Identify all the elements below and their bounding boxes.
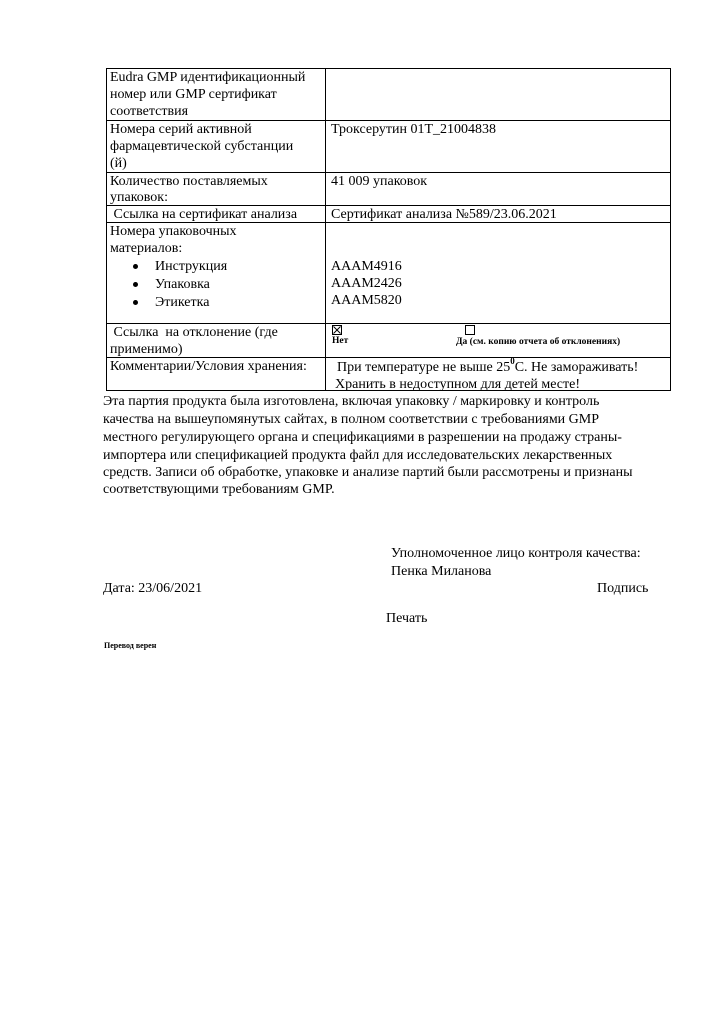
- deviation-yes-checkbox[interactable]: [465, 325, 475, 335]
- certificate-of-analysis-value: Сертификат анализа №589/23.06.2021: [331, 207, 557, 222]
- table-column-divider: [325, 68, 326, 391]
- row1-label-line3: соответствия: [110, 104, 189, 119]
- row2-label-line1: Номера серий активной: [110, 122, 252, 137]
- stamp-label: Печать: [386, 611, 428, 626]
- table-border-left: [106, 68, 107, 391]
- statement-line: импортера или спецификацией продукта файл для исследовательских лекарственных: [103, 448, 613, 463]
- row5-label-line1: Номера упаковочных: [110, 224, 237, 239]
- active-substance-batch-value: Троксерутин 01Т_21004838: [331, 122, 497, 137]
- storage-conditions-line1: [337, 356, 639, 376]
- storage-temp-text-after: С. Не замораживать!: [514, 360, 639, 375]
- storage-temp-text: При температуре не выше 25: [337, 360, 511, 375]
- table-border-right: [670, 68, 671, 391]
- row1-label-line2: номер или GMP сертификат: [110, 87, 277, 102]
- storage-conditions-line2: Хранить в недоступном для детей месте!: [335, 377, 580, 392]
- statement-line: Эта партия продукта была изготовлена, включая упаковку / маркировку и контроль: [103, 394, 600, 409]
- packaging-item-code: AAAM4916: [331, 259, 402, 274]
- packaging-item-label: Этикетка: [155, 295, 210, 310]
- deviation-no-checkbox[interactable]: [332, 325, 342, 335]
- deviation-label-line1: Ссылка на отклонение (где: [110, 325, 278, 340]
- row2-label-line2: фармацевтической субстанции: [110, 139, 294, 154]
- packaging-item-code: AAAM2426: [331, 276, 402, 291]
- qualified-person-role: Уполномоченное лицо контроля качества:: [391, 546, 641, 561]
- statement-line: качества на вышеупомянутых сайтах, в полном соответствии с требованиями GMP: [103, 412, 600, 427]
- row3-label-line1: Количество поставляемых: [110, 174, 268, 189]
- deviation-no-label: Нет: [332, 336, 349, 346]
- statement-line: средств. Записи об обработке, упаковке и анализе партий были рассмотрены и признаны: [103, 465, 633, 480]
- deviation-label-line2: применимо): [110, 342, 183, 357]
- row4-label: Ссылка на сертификат анализа: [110, 207, 298, 222]
- statement-line: соответствующими требованиям GMP.: [103, 482, 335, 497]
- qualified-person-name: Пенка Миланова: [391, 564, 492, 579]
- packaging-item-label: Упаковка: [155, 277, 210, 292]
- comments-label: Комментарии/Условия хранения:: [110, 359, 307, 374]
- signature-label: Подпись: [597, 581, 649, 596]
- bullet-icon: [133, 300, 138, 305]
- bullet-icon: [133, 282, 138, 287]
- deviation-yes-label: Да (см. копию отчета об отклонениях): [456, 337, 621, 347]
- document-date: Дата: 23/06/2021: [103, 581, 203, 596]
- row2-label-line3: (й): [110, 156, 127, 171]
- checkbox-cross-icon: [333, 326, 341, 334]
- statement-line: местного регулирующего органа и спецификациями в разрешении на продажу страны-: [103, 430, 622, 445]
- translation-note: Перевод верен: [104, 641, 157, 650]
- row1-label-line1: Eudra GMP идентификационный: [110, 70, 306, 85]
- bullet-icon: [133, 264, 138, 269]
- packages-quantity-value: 41 009 упаковок: [331, 174, 428, 189]
- packaging-item-code: AAAM5820: [331, 293, 402, 308]
- packaging-item-label: Инструкция: [155, 259, 228, 274]
- row3-label-line2: упаковок:: [110, 190, 169, 205]
- row5-label-line2: материалов:: [110, 241, 183, 256]
- storage-temp-degree: 0: [510, 356, 515, 367]
